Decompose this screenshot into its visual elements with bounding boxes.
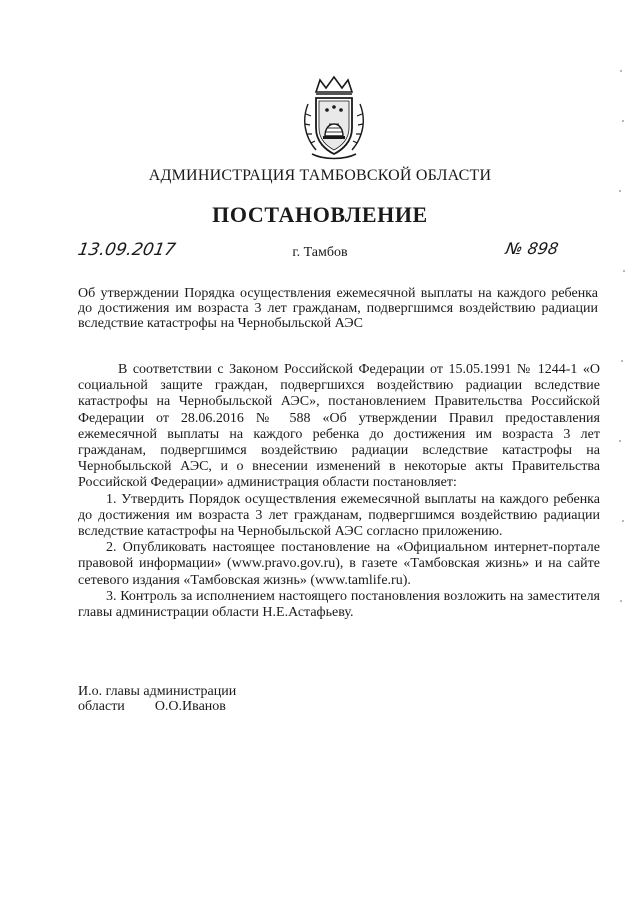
signatory-position: И.о. главы администрации xyxy=(78,684,237,699)
document-subject: Об утверждении Порядка осуществления ежемесячной выплаты на каждого ребенка до достижения им возраста 3 лет гражданам, подвергшимся воздействию радиации вследствие катастрофы на Чернобыльской АЭС xyxy=(78,286,598,331)
document-number: № 898 xyxy=(504,239,560,258)
signatory-name: О.О.Иванов xyxy=(154,699,226,714)
document-type-title: ПОСТАНОВЛЕНИЕ xyxy=(212,202,428,227)
tambov-coat-of-arms-icon xyxy=(298,74,370,164)
document-date: 13.09.2017 xyxy=(76,240,178,260)
signatory-line xyxy=(78,699,378,714)
list-item: 2. Опубликовать настоящее постановление на «Официальном интернет-портале правовой информации» (www.pravo.gov.ru), в газете «Тамбовская жизнь» и на сайте сетевого издания «Тамбовская жизнь» (www.tamlife.ru). xyxy=(78,540,600,588)
list-item: 3. Контроль за исполнением настоящего постановления возложить на заместителя главы администрации области Н.Е.Астафьеву. xyxy=(78,588,600,621)
signatory-region: области xyxy=(78,699,125,714)
document-body xyxy=(78,362,600,621)
authority-name: АДМИНИСТРАЦИЯ ТАМБОВСКОЙ ОБЛАСТИ xyxy=(148,167,492,184)
list-item: 1. Утвердить Порядок осуществления ежемесячной выплаты на каждого ребенка до достижения им возраста 3 лет гражданам, подвергшимся воздействию радиации вследствие катастрофы на Чернобыльской АЭС согласно приложению. xyxy=(78,491,600,540)
preamble-paragraph: В соответствии с Законом Российской Федерации от 15.05.1991 № 1244-1 «О социальной защите граждан, подвергшихся воздействию радиации вследствие катастрофы на Чернобыльской АЭС», постановлением Правительства Российской Федерации от 28.06.2016 № 588 «Об утверждении Правил предоставления ежемесячной выплаты на каждого ребенка до достижения им возраста 3 лет гражданам, подвергшимся воздействию радиации вследствие катастрофы на Чернобыльской АЭС, и о внесении изменений в некоторые акты Правительства Российской Федерации» администрация области постановляет: xyxy=(78,362,600,491)
document-city: г. Тамбов xyxy=(292,245,348,260)
signature-block xyxy=(78,684,378,714)
scan-edge-artifact xyxy=(618,60,626,660)
